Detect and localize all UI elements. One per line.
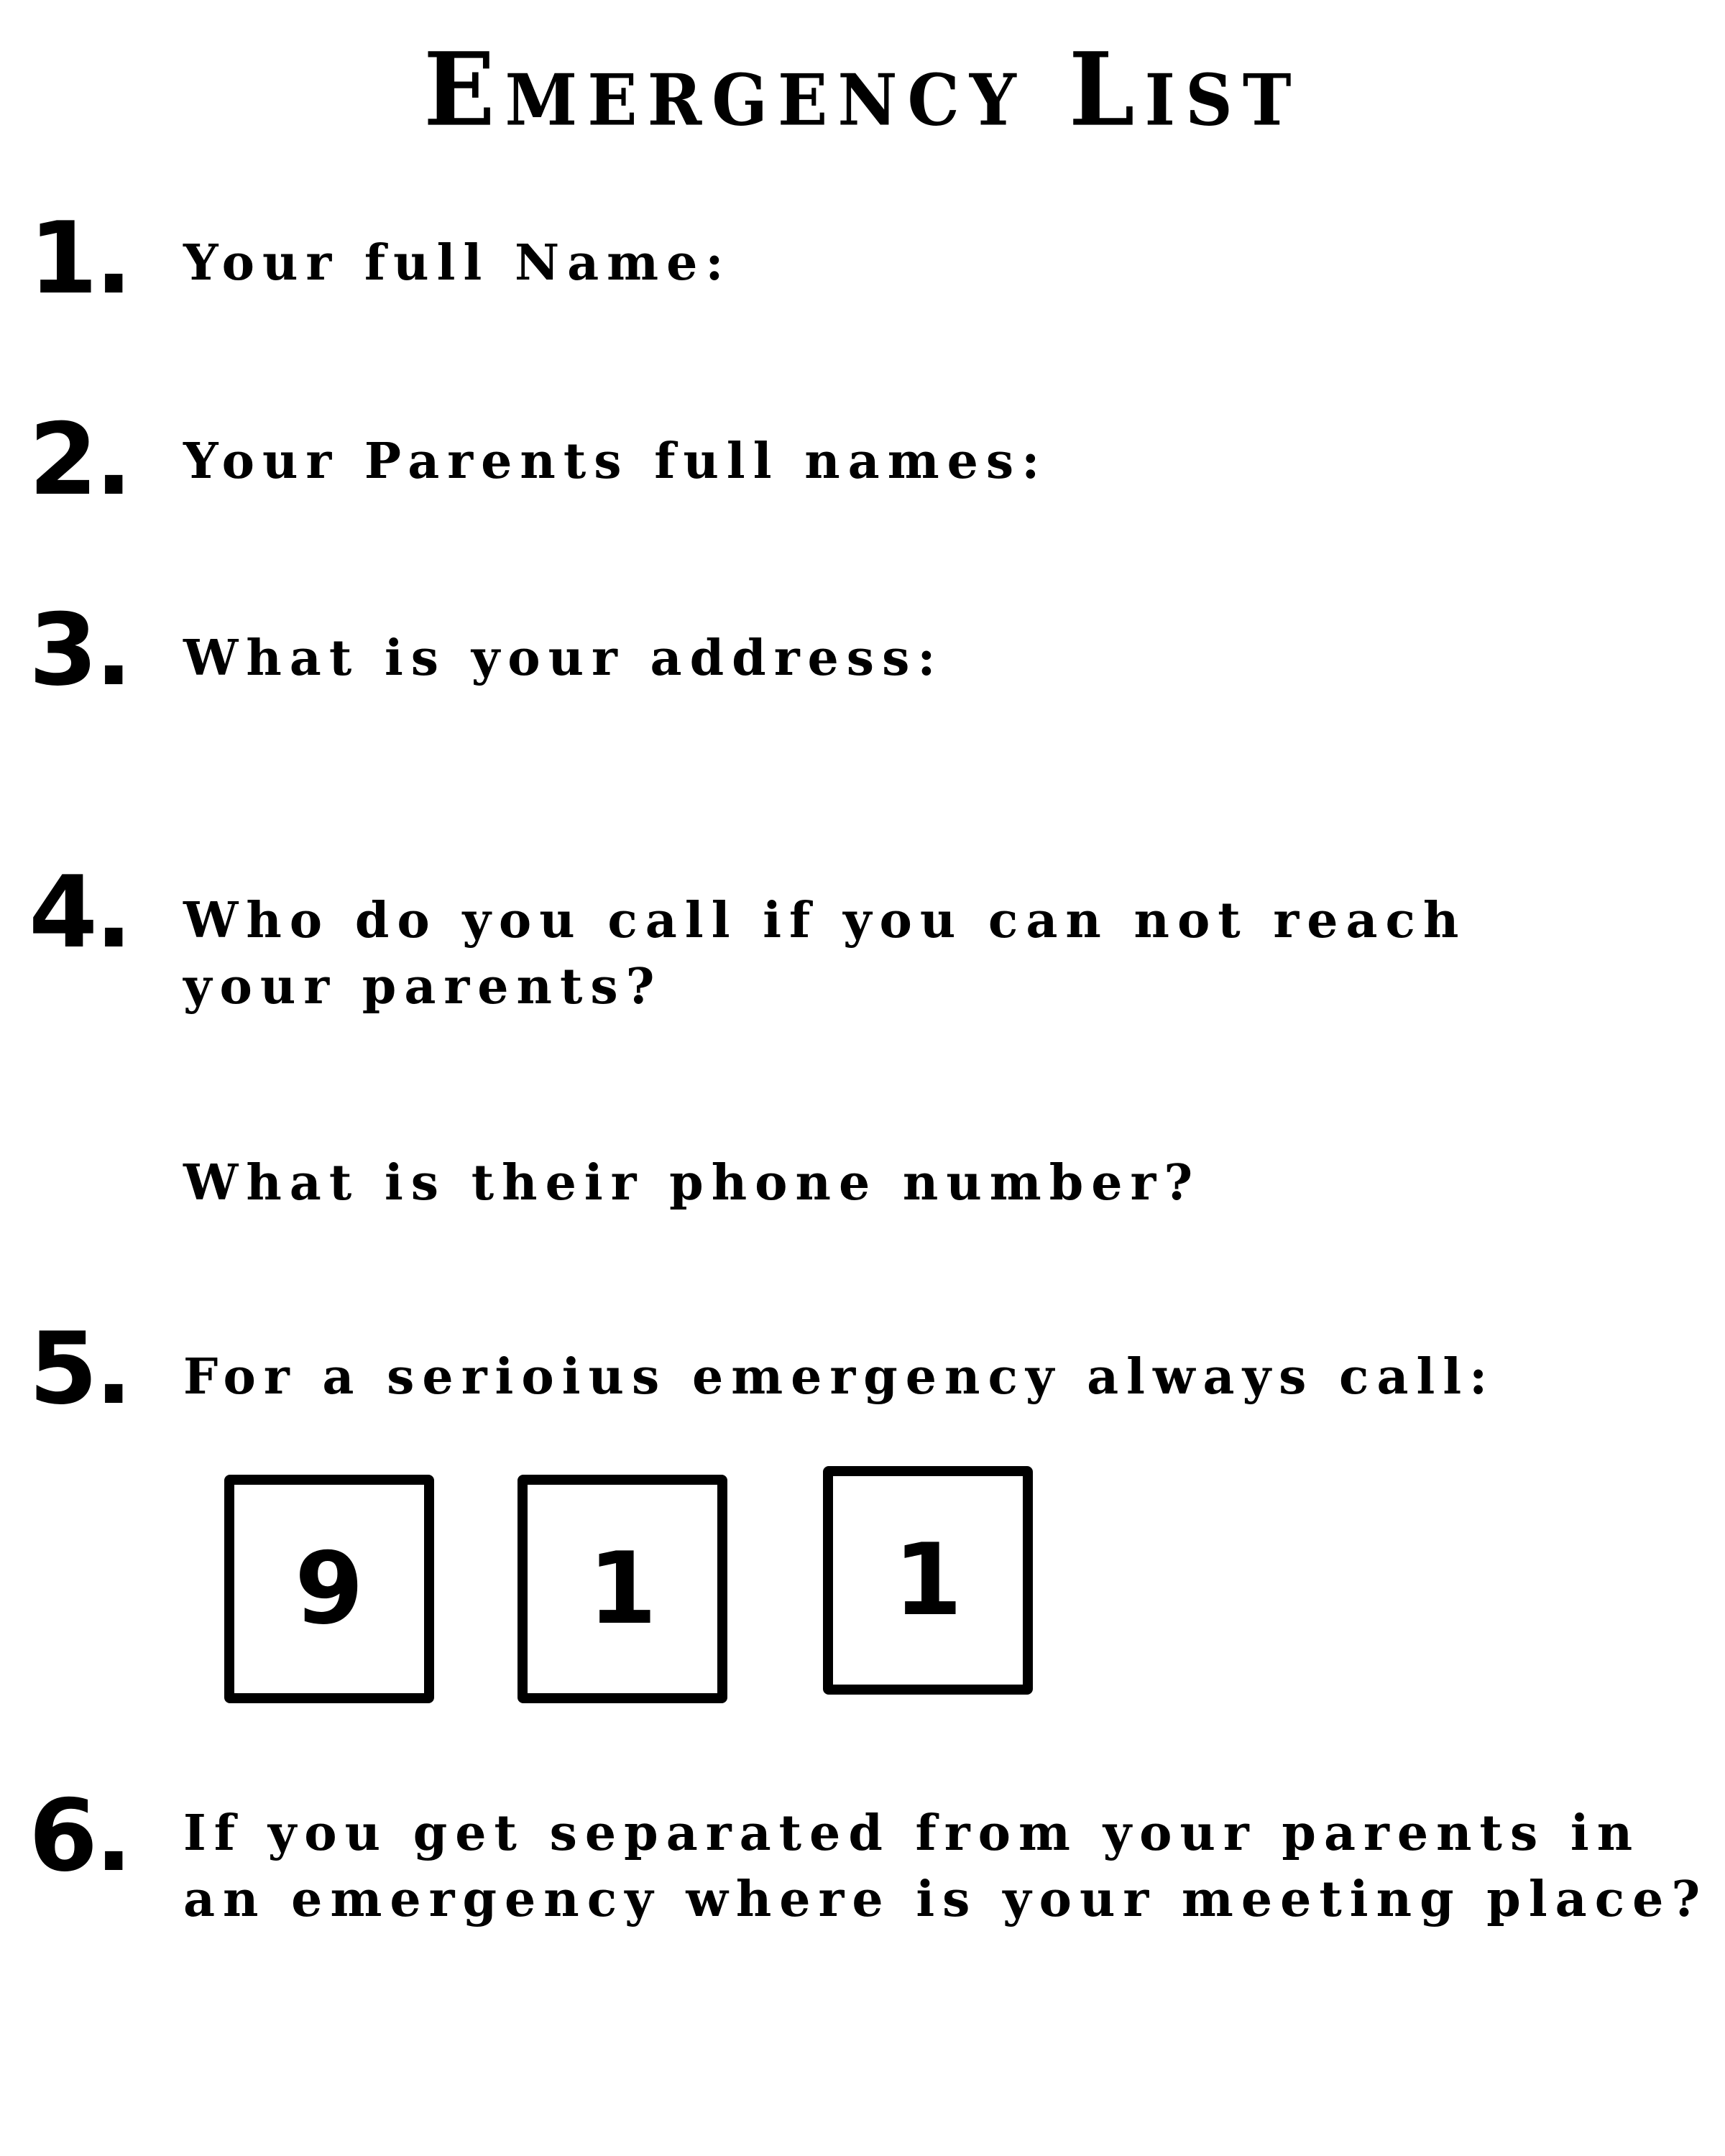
item-number-5: 5. [29,1311,130,1427]
digit-1: 9 [294,1531,364,1646]
question-full-name: Your full Name: [183,234,732,292]
page-title: Emergency List [423,29,1302,149]
digit-3: 1 [893,1522,963,1638]
item-number-6: 6. [29,1778,130,1894]
question-emergency-call: For a serioius emergency always call: [183,1348,1496,1406]
digit-2: 1 [587,1531,658,1646]
question-meeting-place: If you get separated from your parents in an emergency where is your meeting place? [183,1805,1708,1928]
item-number-2: 2. [29,402,130,517]
question-contact-phone: What is their phone number? [183,1154,1201,1212]
item-number-4: 4. [29,854,130,970]
item-number-3: 3. [29,592,130,708]
question-address: What is your address: [183,630,944,687]
question-parents-names: Your Parents full names: [183,433,1048,490]
digit-box-2 [518,1475,727,1703]
question-alternate-contact: Who do you call if you can not reach your parents? [183,892,1467,1015]
digit-box-1 [224,1475,434,1703]
item-number-1: 1. [29,201,130,316]
digit-box-3 [823,1466,1033,1695]
